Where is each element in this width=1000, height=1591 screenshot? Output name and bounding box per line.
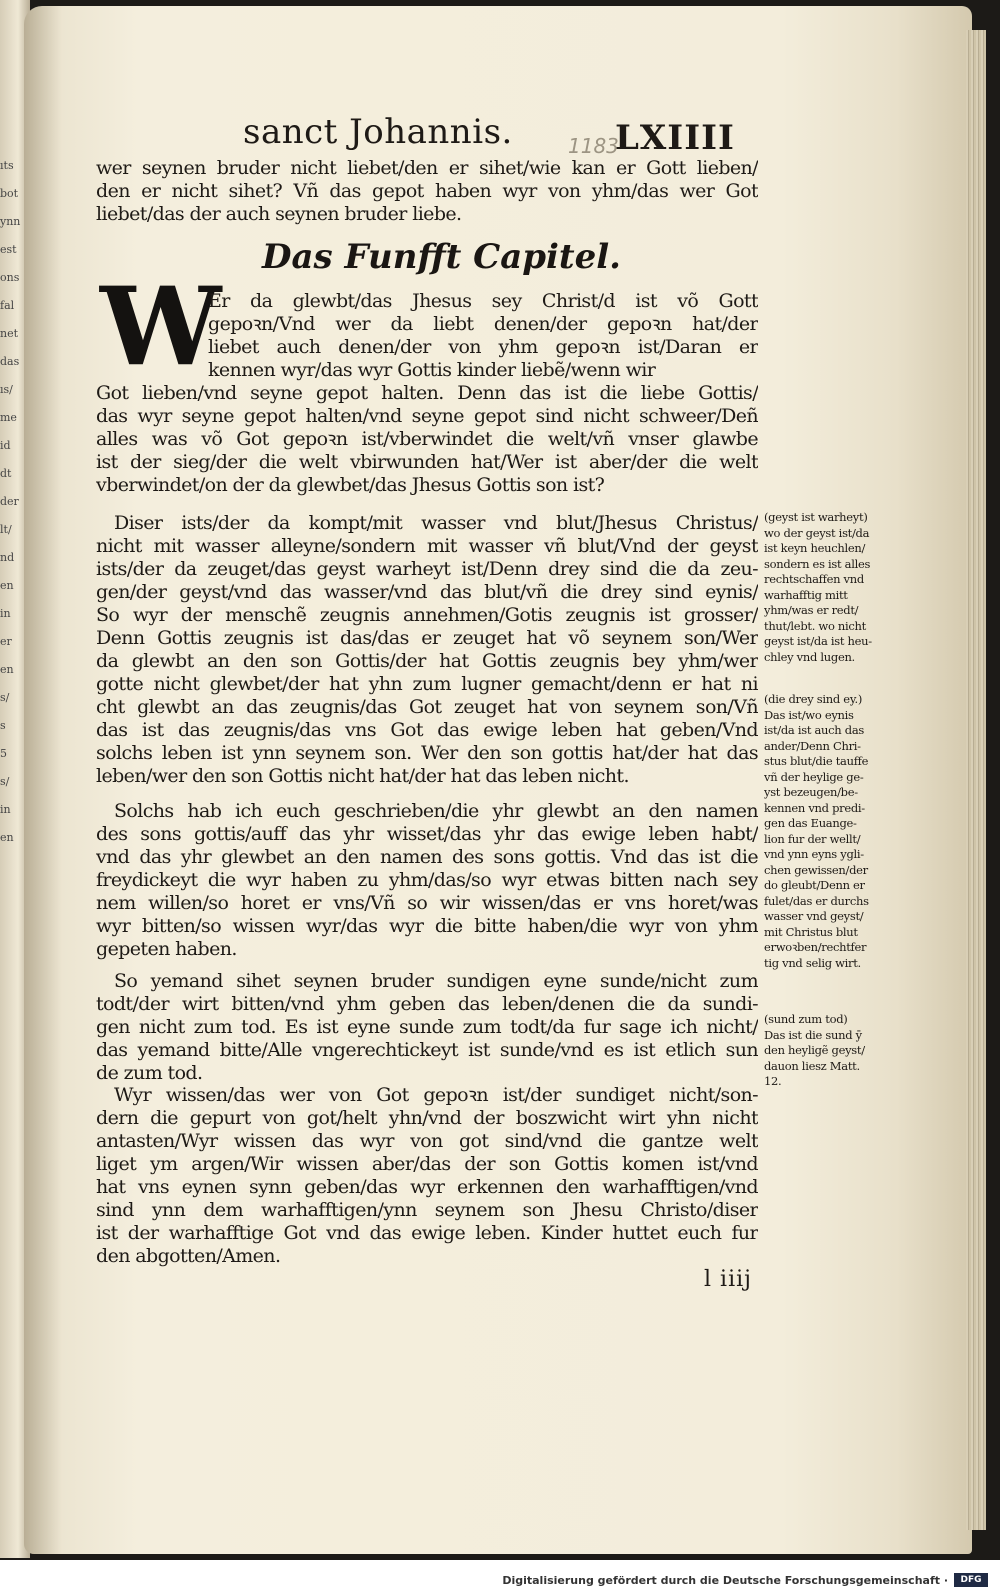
- text-line: ist der sieg/der die welt vbirwunden hat/Wer ist aber/der die welt: [96, 451, 758, 473]
- note-line: yst bezeugen/be-: [764, 785, 858, 799]
- note-line: sondern es ist alles: [764, 556, 871, 571]
- fragment-text: ons: [0, 271, 20, 284]
- fragment-text: nd: [0, 551, 15, 564]
- note-line: dauon liesz Matt.: [764, 1058, 860, 1073]
- note-line: (geyst ist warheyt): [764, 510, 868, 524]
- text-line: gotte nicht glewbet/der hat yhn zum lugner gemacht/denn er hat ni: [96, 673, 758, 695]
- text-line: Denn Gottis zeugnis ist das/das er zeuget hat võ seynem son/Wer: [96, 627, 758, 649]
- fragment-text: ıs/: [0, 383, 13, 396]
- drop-cap-initial: W: [100, 264, 222, 390]
- text-line: kennen wyr/das wyr Gottis kinder liebẽ/wenn wir: [208, 359, 656, 381]
- fragment-text: est: [0, 243, 17, 256]
- pencil-annotation: 1183: [568, 134, 619, 158]
- fragment-text: lt/: [0, 523, 12, 536]
- fragment-text: en: [0, 663, 14, 676]
- note-line: wasser vnd geyst/: [764, 909, 864, 923]
- note-line: stus blut/die tauffe: [764, 754, 869, 768]
- note-line: vnd ynn eyns ygli-: [764, 847, 864, 861]
- running-head: sanct Johannis.: [243, 112, 513, 152]
- text-line: wyr bitten/so wissen wyr/das wyr die bitte haben/die wyr von yhm: [96, 915, 758, 937]
- text-line: sind ynn dem warhafftigen/ynn seynem son Jhesu Christo/diser: [96, 1199, 758, 1221]
- text-line: antasten/Wyr wissen das wyr von got sind/vnd die gantze welt: [96, 1130, 758, 1152]
- text-line: dern die gepurt von got/helt yhn/vnd der boszwicht wirt yhn nicht: [96, 1107, 758, 1129]
- chapter-opening-lines: [208, 290, 758, 382]
- fragment-text: fal: [0, 299, 15, 312]
- text-line: todt/der wirt bitten/vnd yhm geben das leben/denen die da sundi-: [96, 993, 758, 1015]
- text-line: So wyr der menschẽ zeugnis annehmen/Gotis zeugnis ist grosser/: [96, 604, 758, 626]
- fragment-text: s: [0, 719, 6, 732]
- fragment-text: der: [0, 495, 19, 508]
- note-line: lion fur der wellt/: [764, 831, 861, 846]
- note-line: chen gewissen/der: [764, 862, 868, 877]
- note-line: Das ist/wo eynis: [764, 707, 854, 722]
- paragraph: [96, 512, 758, 788]
- note-line: yhm/was er redt/: [764, 603, 859, 617]
- marginal-note: [764, 1012, 906, 1090]
- chapter-heading: Das Funfft Capitel.: [262, 237, 622, 277]
- fragment-text: s/: [0, 691, 10, 704]
- text-line: Got lieben/vnd seyne gepot halten. Denn das ist die liebe Gottis/: [96, 382, 758, 404]
- note-line: 12.: [764, 1074, 782, 1088]
- text-line: hat vns eynen synn geben/das wyr erkennen den warhafftigen/vnd: [96, 1176, 758, 1198]
- paragraph: [96, 1084, 758, 1268]
- note-line: ander/Denn Chri-: [764, 738, 861, 753]
- text-line: nicht mit wasser alleyne/sondern mit wasser vñ blut/Vnd der geyst: [96, 535, 758, 557]
- note-line: vñ der heylige ge-: [764, 769, 864, 784]
- note-line: den heyligẽ geyst/: [764, 1043, 865, 1057]
- fragment-text: bot: [0, 187, 19, 200]
- text-line: So yemand sihet seynen bruder sundigen eyne sunde/nicht zum: [114, 970, 758, 992]
- funding-credit: Digitalisierung gefördert durch die Deutsche Forschungsgemeinschaft ·: [502, 1574, 948, 1587]
- fragment-text: id: [0, 439, 11, 452]
- previous-page-text-fragments: [0, 155, 20, 955]
- text-line: Diser ists/der da kompt/mit wasser vnd blut/Jhesus Christus/: [114, 512, 758, 534]
- text-line: gepoꝛn/Vnd wer da liebt denen/der gepoꝛn hat/der: [208, 313, 758, 335]
- text-line: den abgotten/Amen.: [96, 1245, 281, 1267]
- signature-mark: l iiij: [704, 1267, 752, 1292]
- note-line: chley vnd lugen.: [764, 649, 855, 664]
- text-line: den er nicht sihet? Vñ das gepot haben wyr von yhm/das wer Got: [96, 180, 758, 202]
- note-line: erwoꝛben/rechtfer: [764, 940, 867, 954]
- fragment-text: 5: [0, 747, 7, 760]
- chapter-body: [96, 382, 758, 497]
- paragraph: [96, 970, 758, 1085]
- page-edge-stack: [966, 30, 986, 1530]
- fragment-text: s/: [0, 775, 10, 788]
- text-line: alles was võ Got gepoꝛn ist/vberwindet die welt/vñ vnser glawbe: [96, 428, 758, 450]
- note-line: ist keyn heuchlen/: [764, 541, 866, 555]
- text-line: Er da glewbt/das Jhesus sey Christ/d ist võ Gott: [208, 290, 758, 312]
- text-line: solchs leben ist ynn seynem son. Wer den son gottis hat/der hat das: [96, 742, 758, 764]
- note-line: warhafftig mitt: [764, 587, 848, 602]
- fragment-text: dt: [0, 467, 12, 480]
- fragment-text: das: [0, 355, 20, 368]
- text-line: das yemand bitte/Alle vngerechtickeyt ist sunde/vnd es ist etlich sun: [96, 1039, 758, 1061]
- fragment-text: en: [0, 831, 14, 844]
- text-line: cht glewbt an das zeugnis/das Got zeuget hat von seynem son/Vñ: [96, 696, 758, 718]
- text-line: da glewbt an den son Gottis/der hat Gottis zeugnis bey yhm/wer: [96, 650, 758, 672]
- text-line: das wyr seyne gepot halten/vnd seyne gepot sind nicht schweer/Deñ: [96, 405, 758, 427]
- marginal-note: [764, 692, 906, 971]
- text-line: de zum tod.: [96, 1062, 203, 1084]
- text-line: Solchs hab ich euch geschrieben/die yhr glewbt an den namen: [114, 800, 758, 822]
- note-line: ist/da ist auch das: [764, 723, 864, 737]
- note-line: (die drey sind ey.): [764, 692, 863, 706]
- note-line: mit Christus blut: [764, 924, 858, 939]
- text-line: vberwindet/on der da glewbet/das Jhesus Gottis son ist?: [96, 474, 605, 496]
- folio-number: LXIIII: [615, 118, 735, 158]
- text-line: liget ym argen/Wir wissen aber/das der son Gottis komen ist/vnd: [96, 1153, 758, 1175]
- fragment-text: ıts: [0, 159, 14, 172]
- fragment-text: ynn: [0, 215, 21, 228]
- fragment-text: in: [0, 607, 11, 620]
- text-line: gepeten haben.: [96, 938, 237, 960]
- paragraph: [96, 800, 758, 961]
- text-line: gen nicht zum tod. Es ist eyne sunde zum todt/da fur sage ich nicht/: [96, 1016, 758, 1038]
- fragment-text: net: [0, 327, 19, 340]
- text-line: leben/wer den son Gottis nicht hat/der hat das leben nicht.: [96, 765, 629, 787]
- text-line: freydickeyt die wyr haben zu yhm/das/so wyr etwas bitten nach sey: [96, 869, 758, 891]
- fragment-text: er: [0, 635, 12, 648]
- note-line: tig vnd selig wirt.: [764, 955, 861, 970]
- note-line: do gleubt/Denn er: [764, 878, 865, 892]
- note-line: gen das Euange-: [764, 816, 857, 830]
- note-line: kennen vnd predi-: [764, 800, 865, 815]
- text-line: liebet/das der auch seynen bruder liebe.: [96, 203, 462, 225]
- fragment-text: me: [0, 411, 17, 424]
- text-line: nem willen/so horet er vns/Vñ so wir wissen/das er vns horet/was: [96, 892, 758, 914]
- dfg-logo: DFG: [954, 1573, 988, 1587]
- text-line: wer seynen bruder nicht liebet/den er sihet/wie kan er Gott lieben/: [96, 157, 758, 179]
- note-line: thut/lebt. wo nicht: [764, 618, 866, 633]
- marginal-note: [764, 510, 906, 665]
- text-line: das ist das zeugnis/das vns Got das ewige leben hat geben/Vnd: [96, 719, 758, 741]
- note-line: (sund zum tod): [764, 1012, 848, 1026]
- note-line: wo der geyst ist/da: [764, 525, 870, 540]
- note-line: rechtschaffen vnd: [764, 572, 864, 586]
- text-line: vnd das yhr glewbet an den namen des sons gottis. Vnd das ist die: [96, 846, 758, 868]
- text-line: Wyr wissen/das wer von Got gepoꝛn ist/der sundiget nicht/son-: [114, 1084, 758, 1106]
- text-line: gen/der geyst/vnd das wasser/vnd das blut/vñ die drey sind eynis/: [96, 581, 758, 603]
- text-line: des sons gottis/auff das yhr wisset/das yhr das ewige leben habt/: [96, 823, 758, 845]
- note-line: geyst ist/da ist heu-: [764, 634, 872, 648]
- fragment-text: en: [0, 579, 14, 592]
- note-line: fulet/das er durchs: [764, 893, 869, 908]
- text-line: ist der warhafftige Got vnd das ewige leben. Kinder huttet euch fur: [96, 1222, 758, 1244]
- text-line: liebet auch denen/der von yhm gepoꝛn ist/Daran er: [208, 336, 758, 358]
- text-line: ists/der da zeuget/das geyst warheyt ist/Denn drey sind die da zeu-: [96, 558, 758, 580]
- carry-over-text: [96, 157, 758, 226]
- note-line: Das ist die sund ȳ: [764, 1027, 862, 1042]
- fragment-text: in: [0, 803, 11, 816]
